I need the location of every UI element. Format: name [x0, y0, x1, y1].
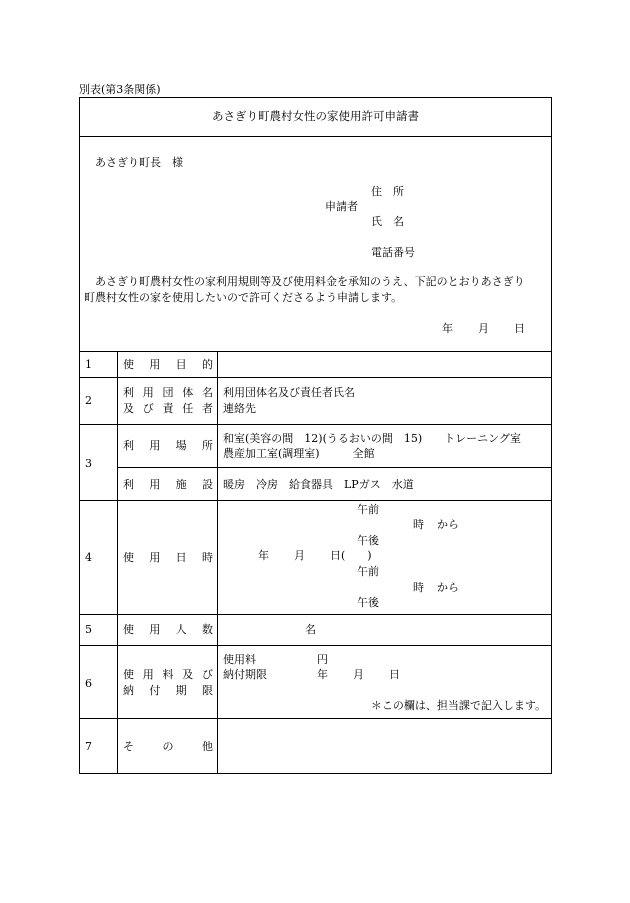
row-line-1	[79, 377, 552, 378]
am-option: 午前	[357, 503, 379, 516]
yen-unit: 円	[317, 653, 328, 666]
pm-option: 午後	[357, 534, 379, 547]
date-day: 日	[514, 322, 525, 335]
label-char: そ	[123, 740, 134, 753]
title-divider	[79, 136, 552, 137]
label-char: 納	[123, 684, 134, 697]
label-char: 使	[123, 551, 134, 564]
row-line-2	[79, 424, 552, 425]
from-label: から	[437, 581, 459, 594]
label-char: 利	[123, 386, 134, 399]
label-char: 使	[123, 358, 134, 371]
label-char: 所	[201, 439, 213, 452]
place-label	[123, 440, 213, 451]
request-text-line1: あさぎり町農村女性の家利用規則等及び使用料金を承知のうえ、下記のとおりあさぎり	[95, 275, 525, 288]
row-line-4	[79, 614, 552, 615]
row-number: 6	[85, 677, 92, 690]
fee-label	[123, 669, 213, 680]
due-day: 日	[389, 668, 400, 681]
applicant-role: 申請者	[325, 200, 358, 213]
label-char: 場	[175, 439, 187, 452]
request-text-line2: 町農村女性の家を使用したいので許可くださるよう申請します。	[84, 291, 403, 304]
row-number: 2	[85, 394, 92, 407]
due-year: 年	[317, 668, 328, 681]
use-day: 日( )	[330, 549, 372, 562]
label-char: 及	[123, 402, 134, 415]
label-char: 用	[149, 439, 161, 452]
label-char: 利	[123, 478, 134, 491]
label-char: 用	[142, 386, 154, 399]
facility-label	[123, 479, 213, 490]
row-line-6	[79, 718, 552, 719]
label-char: 用	[149, 358, 161, 371]
label-char: 用	[149, 478, 161, 491]
place-options-line1: 和室(美容の間 12)(うるおいの間 15) トレーニング室	[223, 432, 521, 445]
label-char: 用	[142, 668, 154, 681]
label-char: 用	[149, 551, 161, 564]
label-char: 者	[202, 402, 213, 415]
label-char: の	[162, 740, 174, 753]
label-char: 数	[201, 623, 213, 636]
use-year: 年	[258, 549, 269, 562]
row-number: 1	[85, 358, 92, 371]
label-char: 施	[175, 478, 187, 491]
label-char: 目	[175, 358, 187, 371]
label-char: 団	[162, 386, 174, 399]
form-caption: 別表(第3条関係)	[79, 83, 161, 96]
hour-label: 時	[413, 518, 424, 531]
due-label	[123, 685, 213, 696]
label-char: 時	[201, 551, 213, 564]
label-char: 任	[182, 402, 194, 415]
label-char: 用	[149, 623, 161, 636]
representative-label	[123, 403, 213, 414]
label-char: 及	[182, 668, 194, 681]
row-number: 5	[85, 623, 92, 636]
label-char: 他	[202, 740, 213, 753]
row-number: 3	[85, 457, 92, 470]
label-char: 体	[182, 386, 194, 399]
label-char: び	[202, 668, 213, 681]
fee-field-label: 使用料	[223, 653, 256, 666]
row-line-5	[79, 645, 552, 646]
row-number: 4	[85, 551, 92, 564]
from-label: から	[437, 518, 459, 531]
applicant-name-label: 氏 名	[371, 215, 404, 228]
label-char: 的	[201, 358, 213, 371]
place-options-line2: 農産加工室(調理室) 全館	[223, 447, 375, 460]
label-char: 付	[149, 684, 161, 697]
label-char: 名	[202, 386, 213, 399]
label-char: 設	[201, 478, 213, 491]
date-year: 年	[442, 322, 453, 335]
col-line-1	[117, 351, 118, 773]
group-name-label	[123, 387, 213, 398]
purpose-label	[123, 359, 213, 370]
staff-note: ＊この欄は、担当課で記入します。	[370, 699, 546, 712]
datetime-label	[123, 552, 213, 563]
form-title: あさぎり町農村女性の家使用許可申請書	[212, 109, 419, 123]
label-char: 使	[123, 623, 134, 636]
row-number: 7	[85, 740, 92, 753]
row-line-3	[79, 500, 552, 501]
label-char: び	[142, 402, 154, 415]
headcount-label	[123, 624, 213, 635]
label-char: 期	[175, 684, 187, 697]
label-char: 料	[162, 668, 174, 681]
label-char: 責	[162, 402, 174, 415]
group-name-value: 利用団体名及び責任者氏名	[223, 386, 355, 399]
addressee: あさぎり町長 様	[95, 156, 183, 169]
applicant-phone-label: 電話番号	[371, 246, 415, 259]
label-char: 人	[175, 623, 187, 636]
applicant-address-label: 住 所	[371, 185, 404, 198]
am-option: 午前	[357, 565, 379, 578]
facility-options: 暖房 冷房 給食器具 LPガス 水道	[223, 478, 414, 491]
headcount-unit: 名	[305, 623, 316, 636]
due-month: 月	[353, 668, 364, 681]
row-line-3a	[117, 467, 552, 468]
hour-label: 時	[413, 581, 424, 594]
date-month: 月	[478, 322, 489, 335]
use-month: 月	[294, 549, 305, 562]
label-char: 日	[175, 551, 187, 564]
col-line-2	[217, 351, 218, 773]
label-char: 使	[123, 668, 134, 681]
table-top-line	[79, 351, 552, 352]
pm-option: 午後	[357, 596, 379, 609]
label-char: 利	[123, 439, 134, 452]
label-char: 限	[201, 684, 213, 697]
contact-value: 連絡先	[223, 402, 256, 415]
other-label	[123, 741, 213, 752]
due-field-label: 納付期限	[223, 668, 267, 681]
